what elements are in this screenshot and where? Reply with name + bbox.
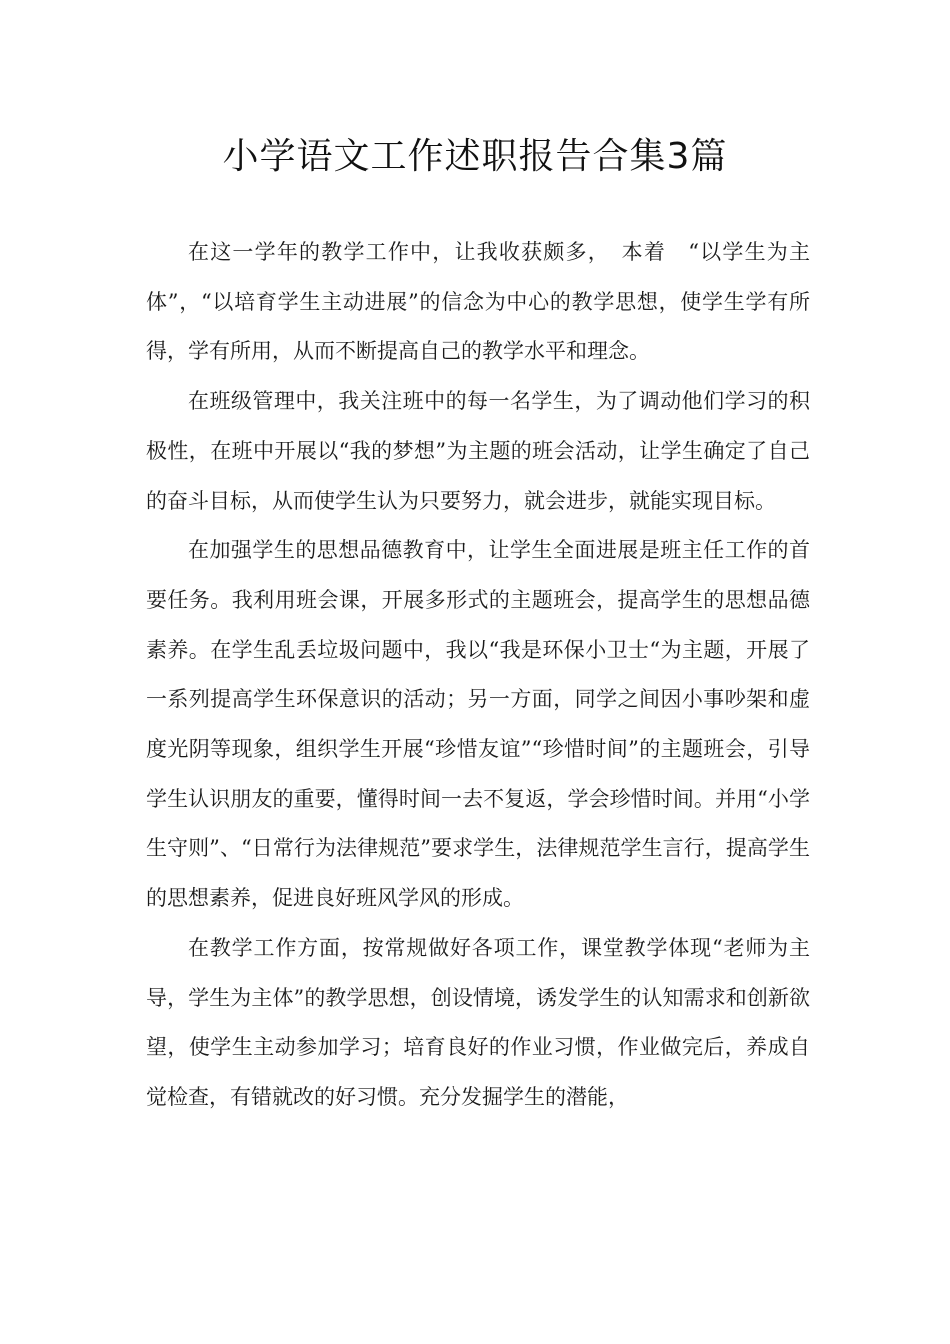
paragraph: 在加强学生的思想品德教育中，让学生全面进展是班主任工作的首要任务。我利用班会课，开展多形式的主题班会，提高学生的思想品德素养。在学生乱丢垃圾问题中，我以“我是环保小卫士“为主题，开展了一系列提高学生环保意识的活动；另一方面，同学之间因小事吵架和虚度光阴等现象，组织学生开展“珍惜友谊”“珍惜时间”的主题班会，引导学生认识朋友的重要，懂得时间一去不复返，学会珍惜时间。并用“小学生守则”、“日常行为法律规范”要求学生，法律规范学生言行，提高学生的思想素养，促进良好班风学风的形成。 — [146, 538, 810, 911]
document-body — [146, 228, 810, 1123]
paragraph: 在教学工作方面，按常规做好各项工作，课堂教学体现“老师为主导，学生为主体”的教学思想，创设情境，诱发学生的认知需求和创新欲望，使学生主动参加学习；培育良好的作业习惯，作业做完后，养成自觉检查，有错就改的好习惯。充分发掘学生的潜能， — [146, 935, 810, 1109]
document-title: 小学语文工作述职报告合集3篇 — [222, 136, 728, 177]
paragraph: 在这一学年的教学工作中，让我收获颇多， 本着 “以学生为主体”，“以培育学生主动进展”的信念为中心的教学思想，使学生学有所得，学有所用，从而不断提高自己的教学水平和理念。 — [146, 240, 810, 364]
paragraph: 在班级管理中，我关注班中的每一名学生，为了调动他们学习的积极性，在班中开展以“我的梦想”为主题的班会活动，让学生确定了自己的奋斗目标，从而使学生认为只要努力，就会进步，就能实现目标。 — [146, 389, 810, 513]
